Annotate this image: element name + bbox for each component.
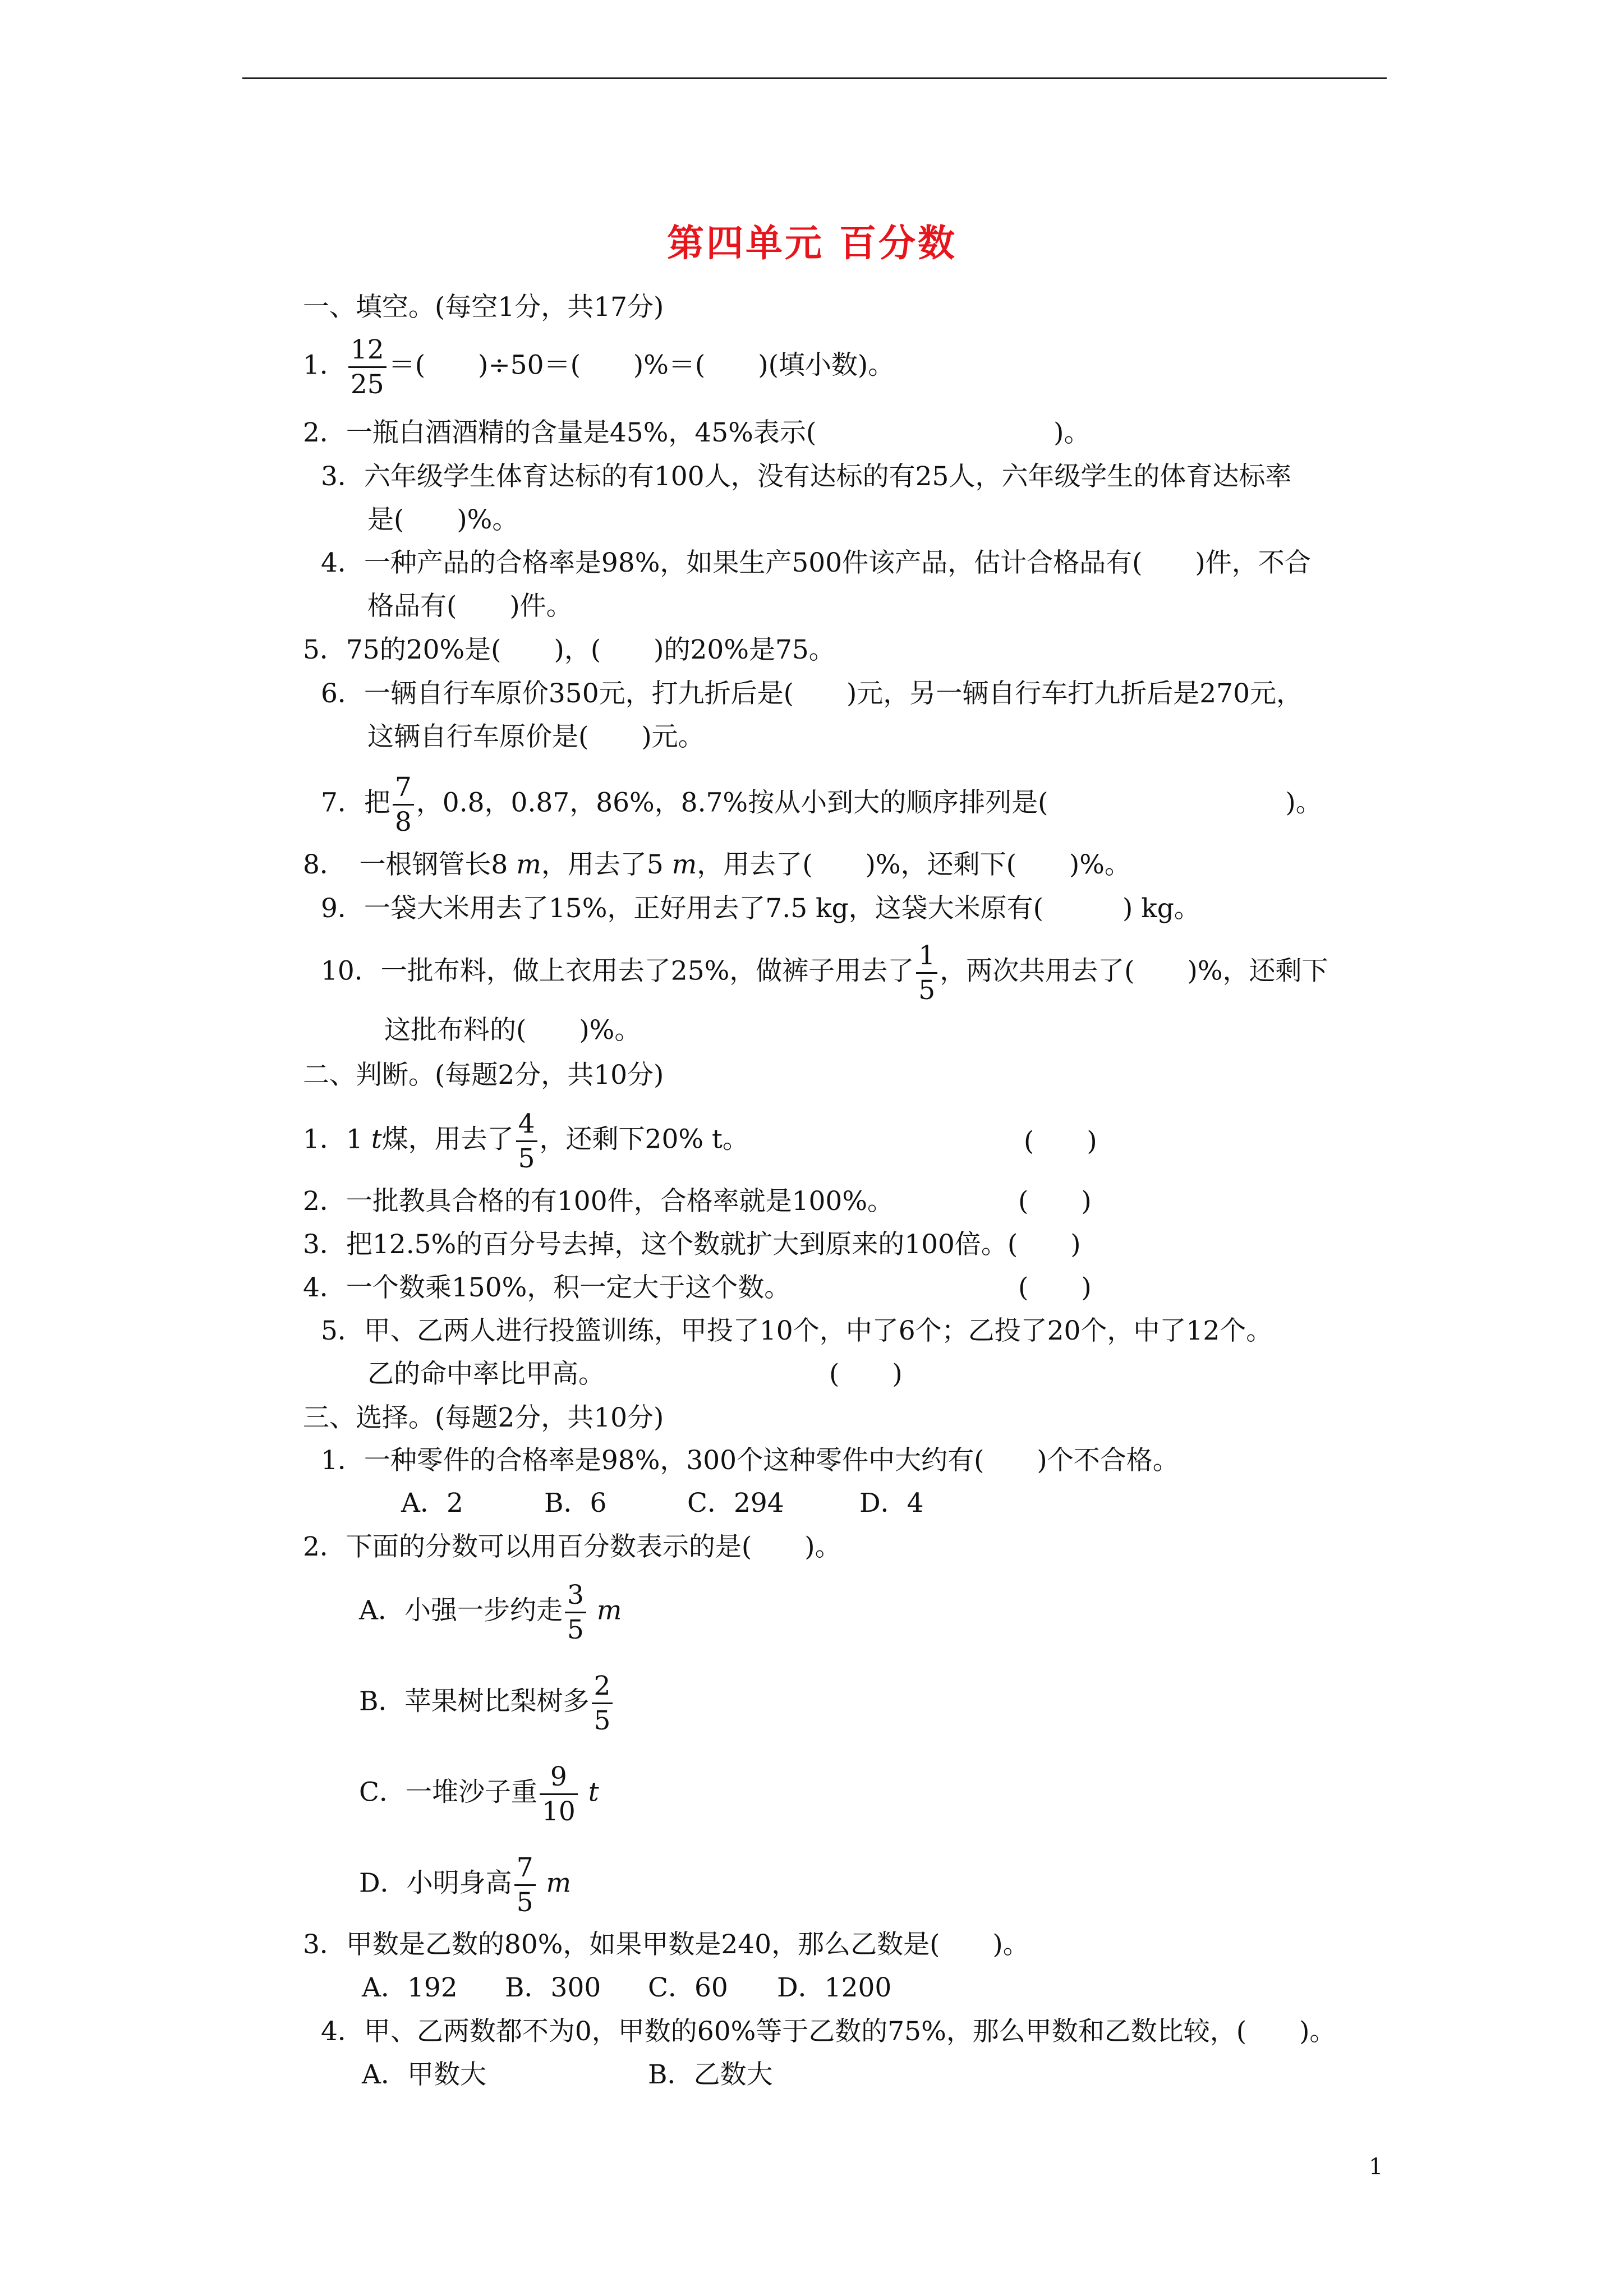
s3-q2-option-c: C．一堆沙子重 $\frac{9}{10}$ t xyxy=(359,1761,599,1827)
s3-q2: 2．下面的分数可以用百分数表示的是( )。 xyxy=(303,1531,841,1562)
s1-q10-line2: 这批布料的( )%。 xyxy=(384,1015,641,1046)
s3-q2-option-d: D．小明身高 $\frac{7}{5}$ m xyxy=(359,1852,572,1918)
fraction: $\frac{3}{5}$ xyxy=(565,1582,586,1643)
header-rule xyxy=(242,77,1387,79)
s3-q3-option: C．60 xyxy=(648,1972,728,2003)
s1-q1: 1． $\frac{12}{25}$ ＝( )÷50＝( )%＝( )(填小数)。 xyxy=(303,334,895,400)
s3-q4-option: B．乙数大 xyxy=(648,2059,773,2090)
s3-q1-option: C．294 xyxy=(687,1488,784,1519)
section3-heading: 三、选择。(每题2分，共10分) xyxy=(303,1402,664,1433)
s1-q6-line2: 这辆自行车原价是( )元。 xyxy=(367,721,705,752)
s3-q2-option-a: A．小强一步约走 $\frac{3}{5}$ m xyxy=(359,1580,622,1645)
s2-q3: 3．把12.5%的百分号去掉，这个数就扩大到原来的100倍。( ) xyxy=(303,1229,1081,1260)
s2-q2: 2．一批教具合格的有100件，合格率就是100%。 xyxy=(303,1186,894,1217)
s3-q3-option: B．300 xyxy=(505,1972,601,2003)
s1-q6-line1: 6．一辆自行车原价350元，打九折后是( )元，另一辆自行车打九折后是270元， xyxy=(321,678,1303,709)
fraction: $\frac{4}{5}$ xyxy=(516,1111,537,1172)
s1-q8: 8． 一根钢管长8 m，用去了5 m，用去了( )%，还剩下( )%。 xyxy=(303,849,1131,880)
s1-q9: 9．一袋大米用去了15%，正好用去了7.5 kg，这袋大米原有( ) kg。 xyxy=(321,893,1200,924)
fraction: $\frac{1}{5}$ xyxy=(916,942,937,1004)
s1-q5: 5．75的20%是( )，( )的20%是75。 xyxy=(303,634,835,665)
s2-q4-answer: ( ) xyxy=(1018,1272,1092,1303)
s3-q1-option: D．4 xyxy=(859,1488,924,1519)
s1-q4-line2: 格品有( )件。 xyxy=(367,591,573,622)
s3-q1-option: A．2 xyxy=(401,1488,463,1519)
s2-q1: 1．1 t煤，用去了 $\frac{4}{5}$ ，还剩下20% t。 xyxy=(303,1108,749,1174)
s2-q5-answer: ( ) xyxy=(829,1359,903,1389)
s3-q4: 4．甲、乙两数都不为0，甲数的60%等于乙数的75%，那么甲数和乙数比较，( )。 xyxy=(321,2016,1336,2047)
s2-q5-line1: 5．甲、乙两人进行投篮训练，甲投了10个，中了6个；乙投了20个，中了12个。 xyxy=(321,1315,1273,1346)
s2-q2-answer: ( ) xyxy=(1018,1186,1092,1217)
s2-q4: 4．一个数乘150%，积一定大于这个数。 xyxy=(303,1272,791,1303)
s3-q2-option-b: B．苹果树比梨树多 $\frac{2}{5}$ xyxy=(359,1673,615,1734)
s2-q1-answer: ( ) xyxy=(1024,1126,1097,1157)
s3-q3-option: A．192 xyxy=(362,1972,458,2003)
fraction: $\frac{7}{8}$ xyxy=(393,774,414,835)
s1-q3-line1: 3．六年级学生体育达标的有100人，没有达标的有25人，六年级学生的体育达标率 xyxy=(321,461,1292,492)
section1-heading: 一、填空。(每空1分，共17分) xyxy=(303,292,664,323)
s1-q2: 2．一瓶白酒酒精的含量是45%，45%表示( )。 xyxy=(303,417,1091,448)
fraction: $\frac{12}{25}$ xyxy=(348,337,387,398)
s3-q1-option: B．6 xyxy=(544,1488,607,1519)
s2-q5-line2: 乙的命中率比甲高。 xyxy=(367,1359,605,1389)
fraction: $\frac{2}{5}$ xyxy=(592,1673,613,1734)
s1-q10: 10．一批布料，做上衣用去了25%，做裤子用去了 $\frac{1}{5}$ ，两次共用去了( )%，还剩下 xyxy=(321,940,1328,1006)
fraction: $\frac{7}{5}$ xyxy=(514,1855,536,1916)
s3-q3-option: D．1200 xyxy=(777,1972,892,2003)
section2-heading: 二、判断。(每题2分，共10分) xyxy=(303,1060,664,1091)
s1-q3-line2: 是( )%。 xyxy=(367,504,519,535)
s3-q3: 3．甲数是乙数的80%，如果甲数是240，那么乙数是( )。 xyxy=(303,1929,1029,1960)
s1-q4-line1: 4．一种产品的合格率是98%，如果生产500件该产品，估计合格品有( )件，不合 xyxy=(321,547,1311,578)
s3-q4-option: A．甲数大 xyxy=(362,2059,486,2090)
fraction: $\frac{9}{10}$ xyxy=(540,1764,578,1825)
page-title: 第四单元 百分数 xyxy=(667,221,957,265)
s3-q1: 1．一种零件的合格率是98%，300个这种零件中大约有( )个不合格。 xyxy=(321,1445,1179,1476)
page-number: 1 xyxy=(1369,2154,1383,2180)
s1-q7: 7．把 $\frac{7}{8}$ ，0.8，0.87，86%，8.7%按从小到大的顺序排列是( )。 xyxy=(321,772,1322,838)
